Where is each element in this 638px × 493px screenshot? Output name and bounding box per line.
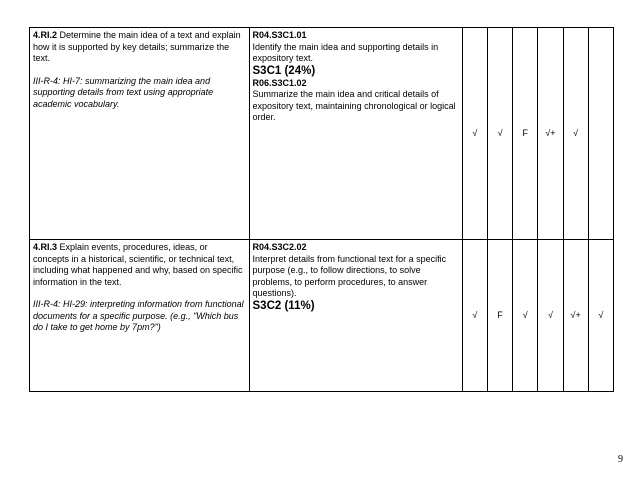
objective-code: R06.S3C1.02 — [252, 77, 307, 88]
mark-cell: √ — [563, 28, 588, 240]
page-number: 9 — [618, 454, 623, 465]
standard-text: Explain events, procedures, ideas, or concepts in a historical, scientific, or technical text, including what happened and why, based on specific information in the text. — [33, 242, 243, 287]
alignment-table — [29, 27, 614, 392]
objective-text: Summarize the main idea and critical details of expository text, maintaining chronological or logical order. — [252, 89, 456, 122]
objective-cell — [249, 240, 462, 392]
objective-code: R04.S3C2.02 — [252, 242, 307, 252]
standard-statement — [33, 30, 246, 65]
objective-text: Interpret details from functional text for a specific purpose (e.g., to follow directions, to solve problems, to perform procedures, to answer questions). — [252, 253, 447, 298]
mark-cell: F — [513, 28, 538, 240]
objective-code: R04.S3C1.01 — [252, 30, 307, 40]
mark-cell: √ — [462, 240, 487, 392]
objective-cell — [249, 28, 462, 240]
objective-text: Identify the main idea and supporting details in expository text. — [252, 41, 439, 63]
mark-cell: √ — [588, 240, 613, 392]
indicator-text: III-R-4: HI-29: interpreting information from functional documents for a specific purpose. (e.g., "Which bus do I take to get home by 7pm?") — [33, 299, 244, 332]
mark-cell: √ — [462, 28, 487, 240]
table-row — [30, 28, 614, 240]
mark-cell: √ — [487, 28, 512, 240]
mark-cell — [588, 28, 613, 240]
standard-text: Determine the main idea of a text and explain how it is supported by key details; summarize the text. — [33, 30, 241, 63]
mark-cell: √+ — [563, 240, 588, 392]
mark-cell: √ — [513, 240, 538, 392]
standard-statement — [33, 242, 246, 288]
standard-cell — [30, 28, 250, 240]
strand-weight: S3C1 (24%) — [252, 64, 316, 77]
strand-weight: S3C2 (11%) — [252, 299, 315, 312]
mark-cell: √ — [538, 240, 563, 392]
standard-code: 4.RI.2 — [33, 30, 58, 40]
mark-cell: √+ — [538, 28, 563, 240]
indicator-text: III-R-4: HI-7: summarizing the main idea and supporting details from text using appropriate academic vocabulary. — [33, 75, 214, 109]
mark-cell: F — [487, 240, 512, 392]
standard-cell — [30, 240, 250, 392]
table-row — [30, 240, 614, 392]
standard-code: 4.RI.3 — [33, 242, 58, 252]
